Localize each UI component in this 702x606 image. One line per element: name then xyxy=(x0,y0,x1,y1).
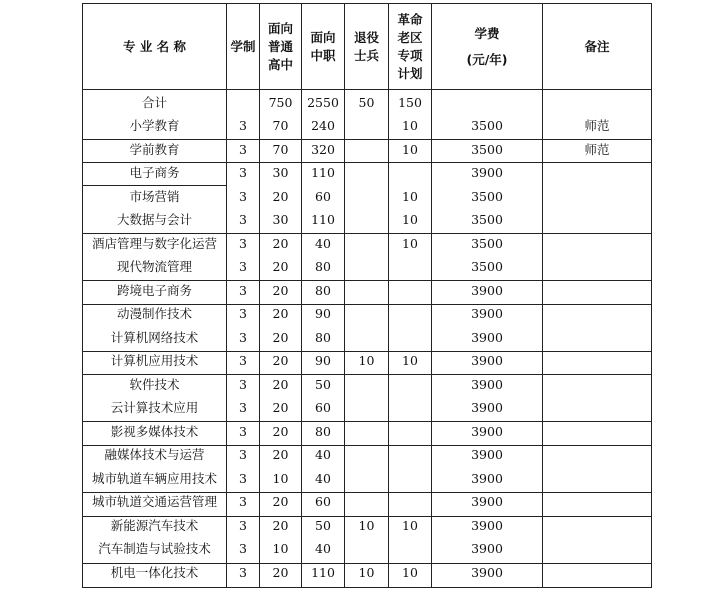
cell-high-school: 20 xyxy=(272,494,289,510)
cell-vocational: 240 xyxy=(311,118,335,134)
cell-remark xyxy=(543,445,651,467)
cell-high-school: 30 xyxy=(272,165,289,181)
cell-high-school: 30 xyxy=(272,212,289,228)
cell-duration: 3 xyxy=(239,494,247,510)
cell-veterans xyxy=(345,445,388,467)
header-revolution-line-1: 革命 xyxy=(397,11,423,27)
cell-remark xyxy=(543,398,651,420)
cell-vocational: 320 xyxy=(311,141,335,157)
cell-high-school: 70 xyxy=(272,118,289,134)
cell-remark xyxy=(543,539,651,561)
cell-name: 汽车制造与试验技术 xyxy=(98,541,211,557)
cell-fee: 3900 xyxy=(471,447,503,463)
cell-veterans: 10 xyxy=(358,517,375,533)
cell-remark: 师范 xyxy=(584,118,610,134)
cell-name: 软件技术 xyxy=(129,376,180,392)
cell-revolution xyxy=(389,468,431,490)
cell-veterans xyxy=(345,304,388,326)
header-high-school-line-2: 普通 xyxy=(267,38,293,54)
header-vocational-line-2: 中职 xyxy=(310,47,336,63)
cell-revolution xyxy=(389,304,431,326)
cell-veterans: 10 xyxy=(358,564,375,580)
cell-veterans xyxy=(345,280,388,302)
cell-vocational: 50 xyxy=(315,376,331,392)
cell-name: 跨境电子商务 xyxy=(116,282,192,298)
cell-vocational: 80 xyxy=(315,282,331,298)
cell-revolution xyxy=(389,257,431,279)
header-fee-line-2: (元/年) xyxy=(466,51,508,67)
cell-duration: 3 xyxy=(239,306,247,322)
cell-revolution: 10 xyxy=(402,188,418,204)
header-duration xyxy=(227,4,259,89)
cell-veterans xyxy=(345,421,388,443)
cell-high-school: 20 xyxy=(272,400,289,416)
cell-vocational: 90 xyxy=(315,306,331,322)
cell-remark xyxy=(543,280,651,302)
cell-duration: 3 xyxy=(239,235,247,251)
cell-fee: 3900 xyxy=(471,470,503,486)
cell-revolution: 150 xyxy=(398,94,422,110)
header-veterans-line-2: 士兵 xyxy=(353,47,379,63)
cell-name: 市场营销 xyxy=(129,188,180,204)
cell-fee: 3900 xyxy=(471,423,503,439)
cell-vocational: 90 xyxy=(315,353,331,369)
cell-remark xyxy=(543,374,651,396)
cell-name: 融媒体技术与运营 xyxy=(104,447,205,463)
header-revolution xyxy=(389,4,431,89)
cell-name: 动漫制作技术 xyxy=(116,306,192,322)
cell-veterans xyxy=(345,233,388,255)
cell-vocational: 50 xyxy=(315,517,331,533)
header-vocational xyxy=(302,4,344,89)
cell-veterans xyxy=(345,210,388,232)
cell-remark xyxy=(543,186,651,208)
cell-revolution xyxy=(389,492,431,514)
header-remark xyxy=(543,4,651,89)
cell-veterans xyxy=(345,139,388,161)
cell-remark xyxy=(543,351,651,373)
cell-vocational: 40 xyxy=(315,541,331,557)
cell-revolution xyxy=(389,280,431,302)
cell-name: 计算机应用技术 xyxy=(110,353,199,369)
header-high-school-line-3: 高中 xyxy=(267,56,293,72)
cell-revolution xyxy=(389,398,431,420)
cell-vocational: 40 xyxy=(315,470,331,486)
cell-high-school: 20 xyxy=(272,376,289,392)
cell-fee: 3900 xyxy=(471,329,503,345)
cell-duration: 3 xyxy=(239,447,247,463)
cell-veterans xyxy=(345,398,388,420)
cell-duration: 3 xyxy=(239,470,247,486)
cell-remark xyxy=(543,421,651,443)
cell-vocational: 80 xyxy=(315,423,331,439)
header-major-name xyxy=(83,4,226,89)
cell-vocational: 110 xyxy=(311,564,335,580)
cell-name: 现代物流管理 xyxy=(116,259,192,275)
header-fee-line-1: 学费 xyxy=(474,25,500,41)
cell-fee: 3900 xyxy=(471,494,503,510)
cell-duration xyxy=(227,92,259,114)
header-duration-text: 学制 xyxy=(230,38,256,54)
header-major-name-text: 专 业 名 称 xyxy=(122,38,187,54)
cell-vocational: 60 xyxy=(315,494,331,510)
cell-vocational: 80 xyxy=(315,329,331,345)
cell-duration: 3 xyxy=(239,564,247,580)
cell-fee xyxy=(432,92,542,114)
cell-fee: 3500 xyxy=(471,118,503,134)
cell-name: 大数据与会计 xyxy=(116,212,192,228)
cell-veterans xyxy=(345,163,388,185)
cell-vocational: 80 xyxy=(315,259,331,275)
cell-high-school: 20 xyxy=(272,353,289,369)
header-high-school xyxy=(260,4,301,89)
cell-revolution: 10 xyxy=(402,517,418,533)
cell-fee: 3900 xyxy=(471,400,503,416)
cell-remark xyxy=(543,210,651,232)
cell-duration: 3 xyxy=(239,400,247,416)
cell-vocational: 60 xyxy=(315,400,331,416)
cell-vocational: 40 xyxy=(315,447,331,463)
cell-duration: 3 xyxy=(239,282,247,298)
cell-remark xyxy=(543,233,651,255)
cell-veterans xyxy=(345,539,388,561)
cell-remark xyxy=(543,515,651,537)
cell-veterans xyxy=(345,327,388,349)
cell-vocational: 110 xyxy=(311,165,335,181)
cell-high-school: 10 xyxy=(272,470,289,486)
cell-veterans: 50 xyxy=(358,94,375,110)
cell-name: 合计 xyxy=(141,94,167,110)
header-vocational-line-1: 面向 xyxy=(310,29,336,45)
cell-fee: 3900 xyxy=(471,353,503,369)
cell-fee: 3500 xyxy=(471,188,503,204)
cell-name: 小学教育 xyxy=(129,118,180,134)
cell-name: 电子商务 xyxy=(129,165,180,181)
cell-duration: 3 xyxy=(239,541,247,557)
cell-revolution xyxy=(389,539,431,561)
cell-fee: 3900 xyxy=(471,541,503,557)
cell-fee: 3500 xyxy=(471,212,503,228)
cell-high-school: 20 xyxy=(272,423,289,439)
cell-name: 城市轨道交通运营管理 xyxy=(91,494,217,510)
cell-veterans xyxy=(345,492,388,514)
cell-vocational: 110 xyxy=(311,212,335,228)
cell-veterans: 10 xyxy=(358,353,375,369)
header-revolution-line-2: 老区 xyxy=(397,29,423,45)
cell-veterans xyxy=(345,468,388,490)
cell-high-school: 750 xyxy=(268,94,293,110)
cell-duration: 3 xyxy=(239,517,247,533)
cell-remark xyxy=(543,92,651,114)
cell-duration: 3 xyxy=(239,423,247,439)
cell-remark: 师范 xyxy=(584,141,610,157)
cell-revolution: 10 xyxy=(402,353,418,369)
cell-duration: 3 xyxy=(239,188,247,204)
cell-name: 酒店管理与数字化运营 xyxy=(91,235,217,251)
cell-veterans xyxy=(345,374,388,396)
header-veterans-line-1: 退役 xyxy=(353,29,379,45)
cell-veterans xyxy=(345,116,388,138)
cell-revolution xyxy=(389,163,431,185)
cell-high-school: 20 xyxy=(272,188,289,204)
header-high-school-line-1: 面向 xyxy=(267,20,293,36)
cell-name: 学前教育 xyxy=(129,141,180,157)
header-revolution-line-3: 专项 xyxy=(397,47,423,63)
cell-name: 城市轨道车辆应用技术 xyxy=(91,470,217,486)
cell-high-school: 20 xyxy=(272,235,289,251)
cell-revolution xyxy=(389,374,431,396)
cell-fee: 3900 xyxy=(471,306,503,322)
cell-fee: 3500 xyxy=(471,141,503,157)
grid-horizontal-line xyxy=(82,587,651,588)
cell-fee: 3900 xyxy=(471,564,503,580)
cell-high-school: 70 xyxy=(272,141,289,157)
cell-fee: 3900 xyxy=(471,165,503,181)
cell-high-school: 20 xyxy=(272,447,289,463)
header-revolution-line-4: 计划 xyxy=(397,65,423,81)
cell-duration: 3 xyxy=(239,329,247,345)
cell-remark xyxy=(543,562,651,584)
cell-revolution xyxy=(389,445,431,467)
cell-remark xyxy=(543,163,651,185)
cell-name: 影视多媒体技术 xyxy=(110,423,199,439)
cell-high-school: 20 xyxy=(272,517,289,533)
cell-duration: 3 xyxy=(239,259,247,275)
cell-fee: 3900 xyxy=(471,376,503,392)
cell-fee: 3900 xyxy=(471,282,503,298)
cell-name: 云计算技术应用 xyxy=(110,400,199,416)
cell-name: 机电一体化技术 xyxy=(110,564,199,580)
cell-remark xyxy=(543,304,651,326)
cell-fee: 3500 xyxy=(471,235,503,251)
cell-fee: 3500 xyxy=(471,259,503,275)
cell-veterans xyxy=(345,186,388,208)
cell-name: 计算机网络技术 xyxy=(110,329,199,345)
cell-high-school: 20 xyxy=(272,259,289,275)
cell-duration: 3 xyxy=(239,118,247,134)
cell-vocational: 40 xyxy=(315,235,331,251)
cell-remark xyxy=(543,468,651,490)
cell-revolution xyxy=(389,327,431,349)
cell-duration: 3 xyxy=(239,212,247,228)
cell-duration: 3 xyxy=(239,165,247,181)
cell-remark xyxy=(543,327,651,349)
cell-remark xyxy=(543,257,651,279)
cell-revolution: 10 xyxy=(402,564,418,580)
cell-revolution: 10 xyxy=(402,118,418,134)
cell-remark xyxy=(543,492,651,514)
cell-vocational: 2550 xyxy=(307,94,339,110)
cell-revolution xyxy=(389,421,431,443)
header-remark-text: 备注 xyxy=(584,38,610,54)
cell-high-school: 10 xyxy=(272,541,289,557)
cell-high-school: 20 xyxy=(272,329,289,345)
cell-duration: 3 xyxy=(239,376,247,392)
cell-fee: 3900 xyxy=(471,517,503,533)
cell-revolution: 10 xyxy=(402,235,418,251)
cell-high-school: 20 xyxy=(272,282,289,298)
cell-vocational: 60 xyxy=(315,188,331,204)
header-veterans xyxy=(345,4,388,89)
cell-name: 新能源汽车技术 xyxy=(110,517,199,533)
cell-high-school: 20 xyxy=(272,564,289,580)
grid-horizontal-line xyxy=(82,89,651,90)
cell-duration: 3 xyxy=(239,141,247,157)
cell-veterans xyxy=(345,257,388,279)
cell-revolution: 10 xyxy=(402,141,418,157)
header-fee xyxy=(432,4,542,89)
cell-high-school: 20 xyxy=(272,306,289,322)
cell-revolution: 10 xyxy=(402,212,418,228)
grid-vertical-line xyxy=(651,3,652,588)
cell-duration: 3 xyxy=(239,353,247,369)
